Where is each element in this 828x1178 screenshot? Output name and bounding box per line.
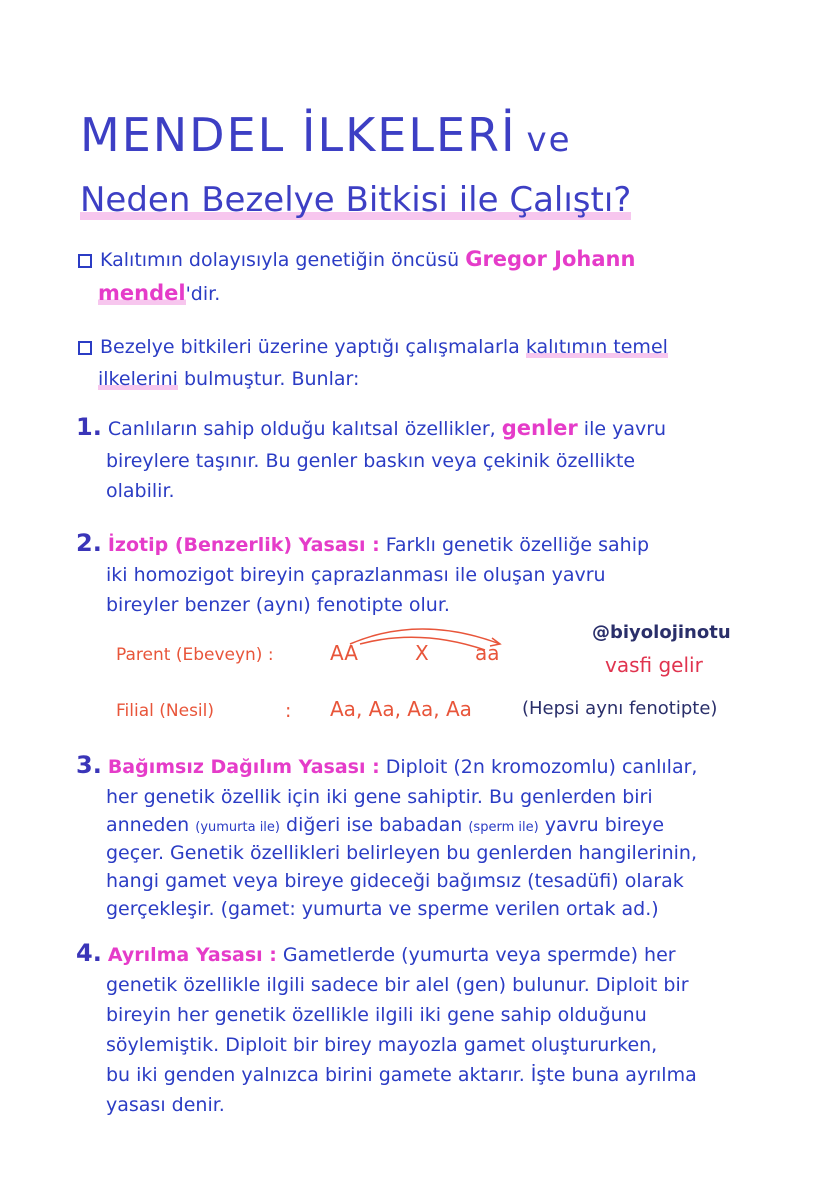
highlight-name: mendel bbox=[98, 281, 186, 305]
text: bulmuştur. Bunlar: bbox=[177, 368, 360, 390]
text: diğeri ise babadan bbox=[280, 814, 469, 836]
item-4-line-5: bu iki genden yalnızca birini gamete aktarır. İşte buna ayrılma bbox=[106, 1064, 697, 1086]
title-main: MENDEL İLKELERİ bbox=[80, 108, 517, 162]
bullet-2-line-1 bbox=[78, 334, 668, 360]
text-small: (sperm ile) bbox=[468, 820, 539, 835]
item-number: 1. bbox=[76, 413, 102, 441]
item-4-line-1 bbox=[76, 940, 676, 968]
cross-symbol: X bbox=[415, 641, 429, 665]
subtitle-text: Neden Bezelye Bitkisi ile Çalıştı? bbox=[80, 180, 632, 220]
text: yavru bireye bbox=[538, 814, 665, 836]
cross-arrows-icon bbox=[340, 622, 510, 662]
text: Kalıtımın dolayısıyla genetiğin öncüsü bbox=[100, 249, 466, 271]
parent-2-genotype: aa bbox=[475, 641, 500, 665]
item-1-line-1 bbox=[76, 414, 666, 442]
item-3-line-3 bbox=[106, 812, 664, 841]
item-3-line-4: geçer. Genetik özellikleri belirleyen bu genlerden hangilerinin, bbox=[106, 842, 698, 864]
text: anneden bbox=[106, 814, 196, 836]
item-3-line-6: gerçekleşir. (gamet: yumurta ve sperme verilen ortak ad.) bbox=[106, 898, 659, 920]
text: ile yavru bbox=[577, 418, 667, 440]
law-title: İzotip (Benzerlik) Yasası : bbox=[107, 534, 380, 556]
text: Farklı genetik özelliğe sahip bbox=[379, 534, 650, 556]
bullet-1-line-1 bbox=[78, 246, 635, 273]
item-3-line-1 bbox=[76, 752, 697, 780]
law-title: Bağımsız Dağılım Yasası : bbox=[107, 756, 380, 778]
item-2-line-2: iki homozigot bireyin çaprazlanması ile oluşan yavru bbox=[106, 564, 606, 586]
item-3-line-2: her genetik özellik için iki gene sahiptir. Bu genlerden biri bbox=[106, 786, 653, 808]
highlight-name: Gregor Johann bbox=[465, 247, 636, 271]
credit-author: vasfi gelir bbox=[605, 653, 703, 677]
parent-label: Parent (Ebeveyn) : bbox=[116, 645, 274, 665]
checkbox-icon bbox=[78, 254, 92, 268]
item-4-line-6: yasası denir. bbox=[106, 1094, 225, 1116]
bullet-1-line-2 bbox=[98, 280, 220, 307]
bullet-2-line-2 bbox=[98, 366, 359, 392]
highlight-text: ilkelerini bbox=[98, 368, 178, 390]
item-number: 2. bbox=[76, 529, 102, 557]
text: Diploit (2n kromozomlu) canlılar, bbox=[379, 756, 698, 778]
filial-label: Filial (Nesil) bbox=[116, 701, 214, 721]
filial-colon: : bbox=[285, 700, 292, 722]
item-4-line-2: genetik özellikle ilgili sadece bir alel (gen) bulunur. Diploit bir bbox=[106, 974, 689, 996]
item-2-line-1 bbox=[76, 530, 649, 558]
text: 'dir. bbox=[185, 283, 221, 305]
item-1-line-3: olabilir. bbox=[106, 480, 175, 502]
law-title: Ayrılma Yasası : bbox=[107, 944, 277, 966]
item-3-line-5: hangi gamet veya bireye gideceği bağımsız (tesadüfi) olarak bbox=[106, 870, 684, 892]
text: Canlıların sahip olduğu kalıtsal özellikler, bbox=[107, 418, 502, 440]
parent-1-genotype: AA bbox=[330, 641, 358, 665]
text-small: (yumurta ile) bbox=[195, 820, 280, 835]
offspring-note: (Hepsi aynı fenotipte) bbox=[522, 698, 718, 719]
checkbox-icon bbox=[78, 341, 92, 355]
offspring-genotypes: Aa, Aa, Aa, Aa bbox=[330, 697, 472, 721]
title-ve: ve bbox=[526, 120, 572, 160]
page-title bbox=[80, 108, 572, 162]
page-subtitle bbox=[80, 180, 631, 220]
text: Gametlerde (yumurta veya spermde) her bbox=[276, 944, 676, 966]
text: Bezelye bitkileri üzerine yaptığı çalışmalarla bbox=[100, 336, 526, 358]
item-2-line-3: bireyler benzer (aynı) fenotipte olur. bbox=[106, 594, 450, 616]
item-number: 3. bbox=[76, 751, 102, 779]
item-4-line-3: bireyin her genetik özellikle ilgili iki gene sahip olduğunu bbox=[106, 1004, 647, 1026]
item-1-line-2: bireylere taşınır. Bu genler baskın veya çekinik özellikte bbox=[106, 450, 636, 472]
highlight-text: genler bbox=[501, 416, 578, 440]
item-number: 4. bbox=[76, 939, 102, 967]
highlight-text: kalıtımın temel bbox=[525, 336, 668, 358]
credit-handle: @biyolojinotu bbox=[592, 622, 731, 643]
item-4-line-4: söylemiştik. Diploit bir birey mayozla gamet oluştururken, bbox=[106, 1034, 658, 1056]
